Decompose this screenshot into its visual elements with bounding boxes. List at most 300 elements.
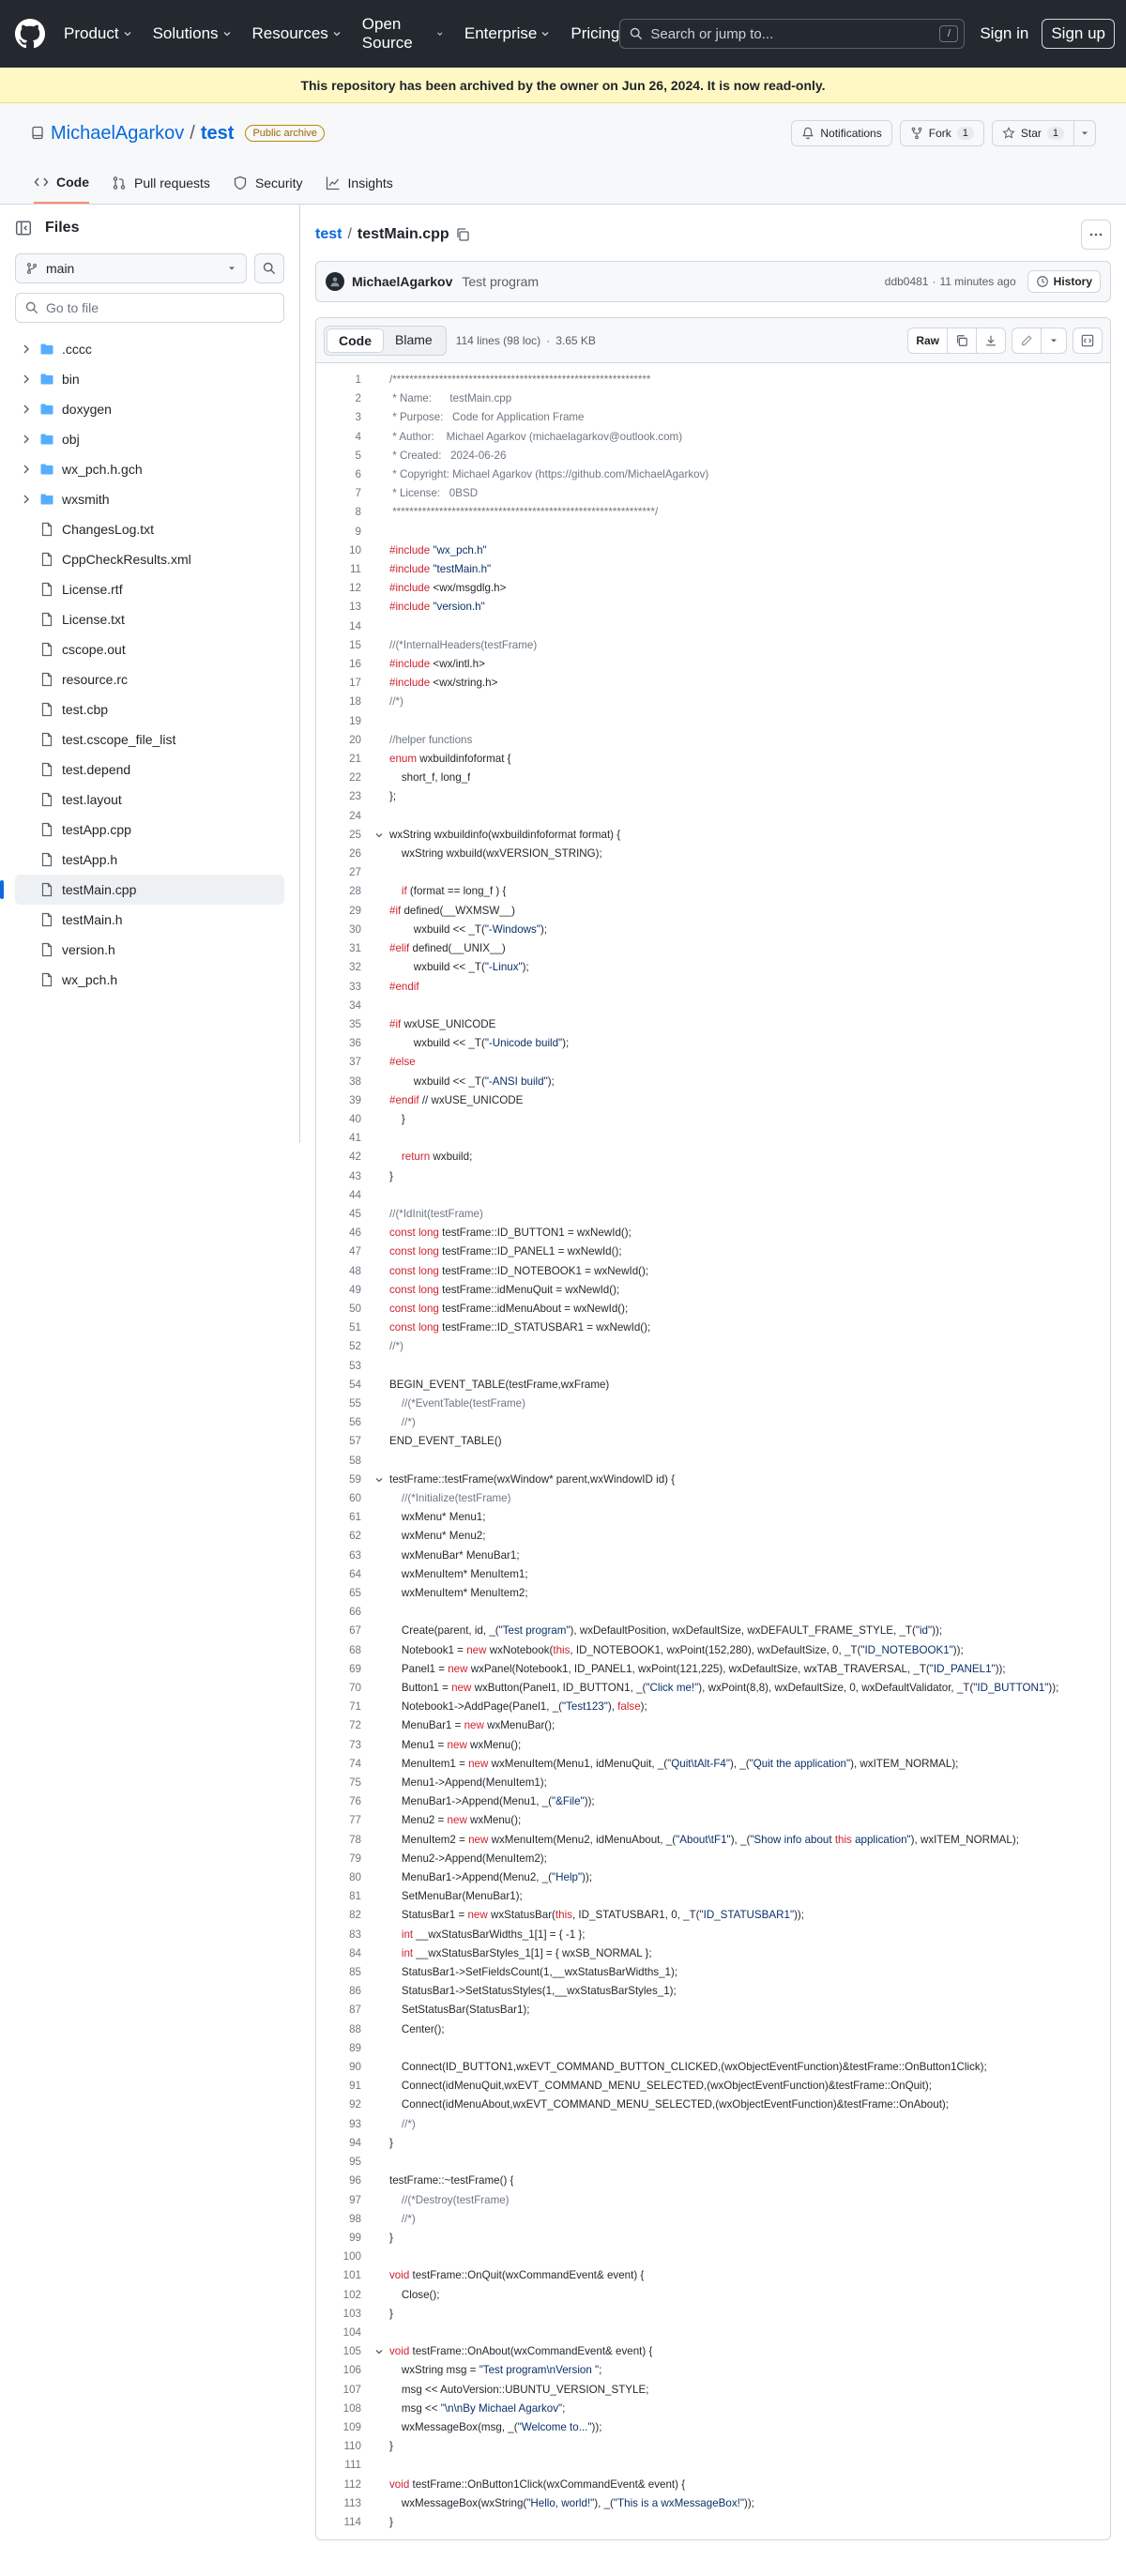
- sign-up-button[interactable]: Sign up: [1042, 19, 1115, 49]
- fold-gutter: [369, 2381, 389, 2400]
- code-line: [316, 1129, 1110, 1148]
- nav-pricing[interactable]: [571, 24, 619, 43]
- line-number[interactable]: 77: [349, 1814, 361, 1827]
- code-line: [316, 1337, 1110, 1356]
- line-number[interactable]: 5: [355, 449, 361, 462]
- code-line: [316, 1186, 1110, 1205]
- line-number[interactable]: 67: [349, 1624, 361, 1638]
- line-number[interactable]: 34: [349, 998, 361, 1012]
- copy-icon[interactable]: [455, 227, 470, 242]
- blame-view-tab[interactable]: Blame: [395, 331, 433, 347]
- code-view-tab[interactable]: Code: [327, 328, 384, 353]
- file-tree-item[interactable]: [15, 574, 284, 604]
- line-number[interactable]: 91: [349, 2080, 361, 2093]
- code-text: #include <wx/string.h>: [389, 677, 498, 690]
- avatar[interactable]: [326, 272, 344, 291]
- branch-row: [15, 253, 284, 283]
- file-tree-item[interactable]: [15, 634, 284, 664]
- download-button[interactable]: [977, 328, 1005, 353]
- line-number[interactable]: 83: [349, 1928, 361, 1941]
- file-tree-item[interactable]: [15, 484, 284, 514]
- code-text: void testFrame::OnAbout(wxCommandEvent& event) {: [389, 2345, 653, 2358]
- file-tree-item[interactable]: [15, 424, 284, 454]
- line-number[interactable]: 55: [349, 1396, 361, 1410]
- nav-resources-label: Resources: [251, 24, 328, 42]
- code-text: Menu2->Append(MenuItem2);: [389, 1852, 547, 1865]
- fold-gutter: [369, 2361, 389, 2380]
- repo-name-link[interactable]: test: [200, 122, 235, 144]
- line-number[interactable]: 29: [349, 904, 361, 917]
- global-search-input[interactable]: [619, 19, 965, 49]
- code-text: const long testFrame::ID_BUTTON1 = wxNewId();: [389, 1227, 631, 1240]
- code-line: [316, 541, 1110, 560]
- file-tree-item-label: test.cscope_file_list: [62, 732, 176, 747]
- code-line: [316, 2476, 1110, 2494]
- file-tree-item[interactable]: [15, 334, 284, 364]
- code-text: }: [389, 2440, 393, 2453]
- fold-gutter[interactable]: [369, 826, 389, 845]
- line-number[interactable]: 72: [349, 1719, 361, 1732]
- line-number[interactable]: 97: [349, 2193, 361, 2206]
- line-number[interactable]: 103: [342, 2307, 361, 2320]
- fold-gutter: [369, 2115, 389, 2134]
- sidebar-collapse-icon[interactable]: [15, 220, 32, 236]
- code-text: enum wxbuildinfoformat {: [389, 753, 511, 766]
- line-number[interactable]: 23: [349, 790, 361, 803]
- fold-gutter: [369, 1774, 389, 1792]
- line-number[interactable]: 89: [349, 2041, 361, 2054]
- line-number[interactable]: 64: [349, 1567, 361, 1580]
- file-tree-item[interactable]: [15, 364, 284, 394]
- code-text: }: [389, 1169, 393, 1182]
- nav-product[interactable]: [64, 24, 132, 43]
- code-line: [316, 2400, 1110, 2418]
- code-line: [316, 939, 1110, 958]
- line-number[interactable]: 99: [349, 2231, 361, 2244]
- line-number[interactable]: 70: [349, 1682, 361, 1695]
- copy-raw-button[interactable]: [948, 328, 977, 353]
- file-tree-item[interactable]: [15, 694, 284, 724]
- code-text: //*): [389, 2212, 416, 2225]
- code-text: if (format == long_f ) {: [401, 885, 507, 898]
- fold-gutter: [369, 674, 389, 693]
- folder-icon: [39, 402, 54, 417]
- tab-security[interactable]: [233, 162, 303, 204]
- fold-gutter: [369, 1679, 389, 1698]
- line-number[interactable]: 31: [349, 942, 361, 955]
- line-number[interactable]: 59: [349, 1472, 361, 1486]
- line-number[interactable]: 65: [349, 1587, 361, 1599]
- line-number[interactable]: 10: [349, 543, 361, 556]
- line-number[interactable]: 9: [355, 525, 361, 538]
- fold-gutter: [369, 1167, 389, 1186]
- code-line: [316, 787, 1110, 806]
- code-line: [316, 2039, 1110, 2058]
- line-number[interactable]: 38: [349, 1075, 361, 1088]
- notifications-button[interactable]: [791, 120, 891, 146]
- line-number[interactable]: 25: [349, 828, 361, 841]
- tab-pull-requests[interactable]: [112, 162, 210, 204]
- line-number[interactable]: 33: [349, 980, 361, 993]
- fold-gutter: [369, 2020, 389, 2039]
- code-line: [316, 1205, 1110, 1224]
- fork-button[interactable]: [900, 120, 984, 146]
- fold-gutter: [369, 2229, 389, 2248]
- file-tree-item-label: testApp.cpp: [62, 822, 131, 837]
- fold-gutter: [369, 2324, 389, 2342]
- line-number[interactable]: 74: [349, 1757, 361, 1770]
- file-meta: [456, 334, 903, 347]
- commit-sha-link[interactable]: ddb0481: [884, 275, 929, 288]
- fold-gutter: [369, 1716, 389, 1735]
- code-text: wxMenu* Menu2;: [389, 1530, 486, 1543]
- line-number[interactable]: 20: [349, 733, 361, 746]
- code-line: [316, 1281, 1110, 1300]
- line-number[interactable]: 98: [349, 2212, 361, 2225]
- fold-gutter: [369, 1792, 389, 1811]
- code-text: Connect(idMenuQuit,wxEVT_COMMAND_MENU_SELECTED,(wxObjectEventFunction)&testFrame::OnQuit);: [389, 2080, 932, 2093]
- line-number[interactable]: 80: [349, 1871, 361, 1884]
- line-number[interactable]: 18: [349, 695, 361, 709]
- fold-gutter: [369, 2153, 389, 2172]
- line-number[interactable]: 88: [349, 2022, 361, 2035]
- line-number[interactable]: 51: [349, 1321, 361, 1334]
- tab-code[interactable]: [34, 162, 89, 204]
- line-number[interactable]: 58: [349, 1454, 361, 1467]
- line-number[interactable]: 106: [342, 2364, 361, 2377]
- edit-button[interactable]: [1012, 328, 1042, 353]
- line-number[interactable]: 3: [355, 411, 361, 424]
- fold-gutter: [369, 902, 389, 921]
- line-number[interactable]: 100: [342, 2250, 361, 2264]
- code-line: [316, 2418, 1110, 2437]
- code-text: const long testFrame::ID_STATUSBAR1 = wxNewId();: [389, 1321, 651, 1334]
- code-text: #endif: [389, 980, 419, 993]
- fold-gutter: [369, 1337, 389, 1356]
- symbols-panel-button[interactable]: [1073, 328, 1102, 353]
- nav-resources[interactable]: [252, 24, 342, 43]
- line-number[interactable]: 19: [349, 714, 361, 727]
- code-text: wxbuild << _T("-Unicode build");: [389, 1037, 570, 1050]
- code-text: short_f, long_f: [389, 771, 471, 785]
- fold-gutter: [369, 1622, 389, 1640]
- code-text: /*************************************************************: [389, 373, 651, 386]
- file-tree-item[interactable]: [15, 514, 284, 544]
- line-number[interactable]: 105: [342, 2345, 361, 2358]
- file-icon: [39, 582, 54, 597]
- fold-gutter: [369, 408, 389, 427]
- line-number[interactable]: 113: [343, 2496, 361, 2509]
- line-number[interactable]: 30: [349, 922, 361, 936]
- line-number[interactable]: 13: [349, 601, 361, 614]
- triangle-down-icon: [1049, 336, 1058, 345]
- code-text: //(*IdInit(testFrame): [389, 1207, 483, 1220]
- line-number[interactable]: 95: [349, 2156, 361, 2169]
- line-number[interactable]: 61: [349, 1511, 361, 1524]
- line-number[interactable]: 107: [342, 2383, 361, 2396]
- search-files-button[interactable]: [254, 253, 284, 283]
- line-number[interactable]: 71: [349, 1700, 361, 1714]
- line-number[interactable]: 17: [349, 677, 361, 690]
- go-to-file-input[interactable]: [15, 293, 284, 323]
- folder-icon: [39, 432, 54, 447]
- line-number[interactable]: 109: [342, 2420, 361, 2433]
- code-text: wxString wxbuild(wxVERSION_STRING);: [389, 847, 602, 861]
- repo-owner-link[interactable]: MichaelAgarkov: [51, 122, 185, 144]
- line-number[interactable]: 45: [349, 1207, 361, 1220]
- line-number[interactable]: 94: [349, 2136, 361, 2149]
- file-tree-item[interactable]: [15, 394, 284, 424]
- file-tree-item[interactable]: [15, 664, 284, 694]
- chevron-right-icon[interactable]: [19, 432, 34, 447]
- code-line: [316, 1736, 1110, 1755]
- line-number[interactable]: 92: [349, 2098, 361, 2111]
- code-line: [316, 882, 1110, 901]
- public-archive-badge: Public archive: [245, 125, 324, 142]
- code-line: [316, 978, 1110, 997]
- nav-open-source[interactable]: [362, 15, 444, 53]
- code-line: [316, 2134, 1110, 2153]
- code-text: Notebook1->AddPage(Panel1, _("Test123"), false);: [389, 1700, 647, 1714]
- nav-enterprise[interactable]: [464, 24, 550, 43]
- file-tree-item[interactable]: [15, 845, 284, 875]
- line-number[interactable]: 1: [355, 373, 361, 386]
- code-text: wxbuild << _T("-ANSI build");: [389, 1075, 555, 1088]
- line-number[interactable]: 12: [349, 582, 361, 595]
- fold-gutter: [369, 845, 389, 863]
- view-mode-toggle: [324, 326, 447, 356]
- folder-icon: [39, 492, 54, 507]
- files-header: [15, 220, 284, 236]
- code-text: //(*InternalHeaders(testFrame): [389, 638, 538, 651]
- search-placeholder: Search or jump to...: [650, 25, 774, 42]
- line-number[interactable]: 32: [349, 961, 361, 974]
- file-tree-item[interactable]: [15, 755, 284, 785]
- line-number[interactable]: 42: [349, 1151, 361, 1164]
- repo-actions: [791, 120, 1096, 146]
- code-text: int __wxStatusBarStyles_1[1] = { wxSB_NORMAL };: [401, 1946, 652, 1959]
- chevron-right-icon[interactable]: [19, 492, 34, 507]
- file-tree-item[interactable]: [15, 604, 284, 634]
- line-number[interactable]: 22: [349, 771, 361, 785]
- fold-gutter[interactable]: [369, 2342, 389, 2361]
- line-number[interactable]: 49: [349, 1283, 361, 1296]
- code-text: MenuBar1->Append(Menu2, _("Help"));: [389, 1871, 593, 1884]
- line-number[interactable]: 8: [355, 506, 361, 519]
- fold-gutter: [369, 2096, 389, 2114]
- code-line: [316, 2248, 1110, 2266]
- chevron-down-icon: [123, 29, 132, 38]
- line-number[interactable]: 84: [349, 1946, 361, 1959]
- line-number[interactable]: 111: [344, 2459, 361, 2472]
- branch-name: main: [46, 261, 75, 276]
- code-line: [316, 503, 1110, 522]
- line-number[interactable]: 48: [349, 1264, 361, 1277]
- line-number[interactable]: 52: [349, 1340, 361, 1353]
- commit-author-link[interactable]: MichaelAgarkov: [352, 274, 453, 289]
- line-number[interactable]: 35: [349, 1017, 361, 1030]
- breadcrumb: [315, 226, 1081, 243]
- line-number[interactable]: 15: [349, 638, 361, 651]
- code-text: }: [389, 2307, 393, 2320]
- line-number[interactable]: 93: [349, 2117, 361, 2130]
- code-text: }: [389, 2231, 393, 2244]
- file-tree-item[interactable]: [15, 544, 284, 574]
- line-number[interactable]: 79: [349, 1852, 361, 1865]
- line-number[interactable]: 26: [349, 847, 361, 861]
- search-icon: [263, 262, 276, 275]
- fold-gutter: [369, 1963, 389, 1982]
- line-number[interactable]: 82: [349, 1909, 361, 1922]
- line-number[interactable]: 57: [349, 1435, 361, 1448]
- code-text: void testFrame::OnQuit(wxCommandEvent& event) {: [389, 2269, 645, 2282]
- fold-gutter: [369, 541, 389, 560]
- line-number[interactable]: 56: [349, 1416, 361, 1429]
- file-tree-item[interactable]: [15, 815, 284, 845]
- line-number[interactable]: 81: [349, 1890, 361, 1903]
- fold-gutter: [369, 1565, 389, 1584]
- line-number[interactable]: 43: [349, 1169, 361, 1182]
- line-number[interactable]: 2: [355, 392, 361, 405]
- chevron-right-icon[interactable]: [19, 402, 34, 417]
- code-text: Notebook1 = new wxNotebook(this, ID_NOTEBOOK1, wxPoint(152,280), wxDefaultSize, 0, _T("ID_NOTEBOOK1"));: [389, 1643, 964, 1656]
- line-number[interactable]: 112: [343, 2477, 361, 2491]
- star-button[interactable]: [992, 120, 1074, 146]
- line-number[interactable]: 108: [342, 2401, 361, 2415]
- line-number[interactable]: 11: [349, 563, 361, 576]
- file-icon: [39, 882, 54, 897]
- file-tree-item[interactable]: [15, 905, 284, 935]
- fold-gutter[interactable]: [369, 1471, 389, 1489]
- file-tree-item-label: testApp.h: [62, 852, 118, 867]
- line-number[interactable]: 50: [349, 1302, 361, 1315]
- line-number[interactable]: 54: [349, 1378, 361, 1391]
- line-number[interactable]: 21: [349, 753, 361, 766]
- file-tree-item[interactable]: [15, 454, 284, 484]
- line-number[interactable]: 60: [349, 1491, 361, 1504]
- commit-message-link[interactable]: Test program: [462, 274, 540, 289]
- code-text: * Copyright: Michael Agarkov (https://github.com/MichaelAgarkov): [389, 468, 709, 481]
- line-number[interactable]: 102: [342, 2288, 361, 2301]
- fold-gutter: [369, 1091, 389, 1110]
- file-tree-item-label: obj: [62, 432, 80, 447]
- edit-dropdown-button[interactable]: [1042, 328, 1066, 353]
- line-number[interactable]: 24: [349, 809, 361, 822]
- line-number[interactable]: 44: [349, 1188, 361, 1201]
- chevron-right-icon[interactable]: [19, 462, 34, 477]
- line-number[interactable]: 47: [349, 1245, 361, 1258]
- code-line: [316, 1471, 1110, 1489]
- file-tree-item[interactable]: [15, 965, 284, 995]
- code-text: Button1 = new wxButton(Panel1, ID_BUTTON1, _("Click me!"), wxPoint(8,8), wxDefaultSize, 0, wxDefaultValidator, _T("ID_BUTTON1"));: [389, 1682, 1059, 1695]
- line-number[interactable]: 46: [349, 1227, 361, 1240]
- line-number[interactable]: 41: [349, 1132, 361, 1145]
- line-number[interactable]: 96: [349, 2174, 361, 2187]
- fold-gutter: [369, 1944, 389, 1963]
- fold-gutter: [369, 1110, 389, 1129]
- line-number[interactable]: 40: [349, 1112, 361, 1125]
- code-line: [316, 1015, 1110, 1034]
- line-number[interactable]: 62: [349, 1530, 361, 1543]
- history-button[interactable]: [1027, 270, 1101, 293]
- fork-icon: [910, 127, 923, 140]
- file-tree-item-label: testMain.h: [62, 912, 123, 927]
- nav-solutions[interactable]: [153, 24, 232, 43]
- line-number[interactable]: 78: [349, 1833, 361, 1846]
- line-number[interactable]: 101: [342, 2269, 361, 2282]
- file-tree-item-label: wx_pch.h.gch: [62, 462, 143, 477]
- code-line: [316, 845, 1110, 863]
- line-number[interactable]: 68: [349, 1643, 361, 1656]
- star-icon: [1002, 127, 1015, 140]
- chevron-right-icon[interactable]: [19, 372, 34, 387]
- sign-in-link[interactable]: Sign in: [980, 24, 1029, 42]
- line-number[interactable]: 69: [349, 1662, 361, 1675]
- fold-gutter: [369, 2494, 389, 2513]
- breadcrumb-repo-link[interactable]: test: [315, 226, 342, 242]
- code-line: [316, 2058, 1110, 2077]
- file-tree-item[interactable]: [15, 724, 284, 755]
- line-number[interactable]: 39: [349, 1093, 361, 1106]
- fold-gutter: [369, 1205, 389, 1224]
- fold-gutter: [369, 2400, 389, 2418]
- code-text: msg << AutoVersion::UBUNTU_VERSION_STYLE;: [389, 2383, 649, 2396]
- fold-gutter: [369, 655, 389, 674]
- line-number[interactable]: 53: [349, 1359, 361, 1372]
- line-number[interactable]: 104: [342, 2325, 361, 2339]
- line-number[interactable]: 6: [355, 468, 361, 481]
- line-number[interactable]: 75: [349, 1776, 361, 1790]
- file-tree-item[interactable]: [15, 935, 284, 965]
- star-dropdown-button[interactable]: [1074, 120, 1096, 146]
- line-number[interactable]: 16: [349, 658, 361, 671]
- line-number[interactable]: 110: [343, 2440, 361, 2453]
- file-tree-item-label: test.depend: [62, 762, 131, 777]
- line-number[interactable]: 114: [343, 2515, 361, 2528]
- line-number[interactable]: 66: [349, 1606, 361, 1619]
- raw-button[interactable]: Raw: [908, 328, 948, 353]
- code-line: [316, 1167, 1110, 1186]
- line-number[interactable]: 14: [349, 619, 361, 633]
- github-logo-icon[interactable]: [15, 19, 45, 49]
- line-number[interactable]: 63: [349, 1548, 361, 1562]
- latest-commit: [315, 261, 1111, 302]
- file-tree-item-label: testMain.cpp: [62, 882, 137, 897]
- line-number[interactable]: 76: [349, 1795, 361, 1808]
- line-number[interactable]: 4: [355, 430, 361, 443]
- chevron-right-icon[interactable]: [19, 342, 34, 357]
- line-number[interactable]: 27: [349, 866, 361, 879]
- line-number[interactable]: 87: [349, 2004, 361, 2017]
- fold-gutter: [369, 731, 389, 750]
- line-number[interactable]: 37: [349, 1056, 361, 1069]
- line-number[interactable]: 7: [355, 487, 361, 500]
- code-text: Menu1->Append(MenuItem1);: [389, 1776, 547, 1790]
- line-number[interactable]: 36: [349, 1037, 361, 1050]
- line-number[interactable]: 85: [349, 1966, 361, 1979]
- line-number[interactable]: 28: [349, 885, 361, 898]
- line-number[interactable]: 90: [349, 2061, 361, 2074]
- branch-selector[interactable]: [15, 253, 247, 283]
- file-tree-item[interactable]: [15, 785, 284, 815]
- file-icon: [39, 642, 54, 657]
- line-number[interactable]: 73: [349, 1738, 361, 1751]
- file-tree-item[interactable]: [15, 875, 284, 905]
- code-line: [316, 1868, 1110, 1887]
- tab-insights[interactable]: [326, 162, 393, 204]
- more-options-button[interactable]: [1081, 220, 1111, 250]
- line-number[interactable]: 86: [349, 1985, 361, 1998]
